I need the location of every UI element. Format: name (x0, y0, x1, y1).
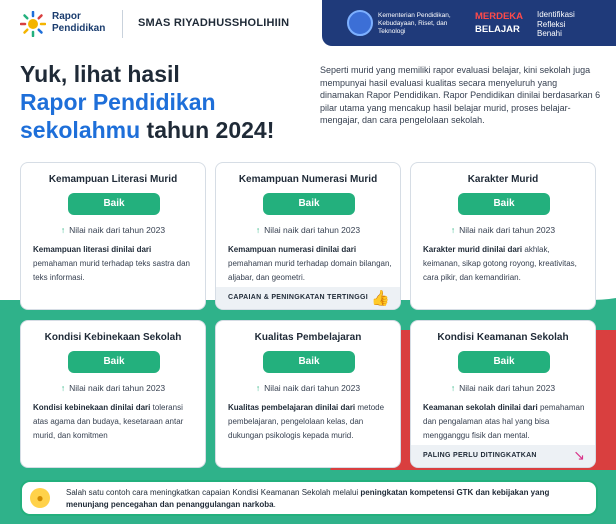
irb-logo (537, 10, 575, 39)
trend-text (21, 383, 205, 393)
logo-line2: Pendidikan (52, 23, 106, 34)
card-karakter[interactable] (410, 162, 596, 310)
arrow-up-icon: ↑ (60, 225, 66, 235)
page-headline (20, 60, 310, 144)
kemendikbud-text: Kementerian Pendidikan, Kebudayaan, Riset, dan Teknologi (378, 12, 451, 35)
card-description (228, 243, 392, 285)
trend-label: Nilai naik dari tahun 2023 (264, 383, 361, 393)
logo-line1: Rapor (52, 11, 81, 22)
card-title: Kualitas Pembelajaran (254, 332, 362, 343)
trend-label: Nilai naik dari tahun 2023 (69, 225, 166, 235)
kemendikbud-logo-icon (347, 10, 373, 36)
trend-text (216, 225, 400, 235)
status-badge: Baik (68, 351, 160, 373)
trend-label: Nilai naik dari tahun 2023 (69, 383, 166, 393)
merdeka-belajar-logo (475, 10, 523, 36)
irb-line3: Benahi (537, 29, 562, 38)
card-title: Kondisi Keamanan Sekolah (437, 332, 569, 343)
trend-text (216, 383, 400, 393)
status-badge: Baik (458, 193, 550, 215)
rapor-pendidikan-logo[interactable] (20, 8, 130, 40)
headline-year: tahun 2024! (146, 117, 275, 143)
card-kebinekaan[interactable] (20, 320, 206, 468)
headline-highlight: sekolahmu (20, 117, 141, 143)
card-description (423, 243, 587, 285)
status-badge: Baik (263, 351, 355, 373)
card-title: Karakter Murid (467, 174, 539, 185)
desc-rest: pemahaman murid terhadap teks sastra dan teks informasi. (33, 259, 190, 282)
trend-text (411, 225, 595, 235)
card-description (33, 401, 197, 443)
sun-logo-icon (20, 11, 46, 37)
card-description (423, 401, 587, 443)
arrow-up-icon: ↑ (255, 225, 261, 235)
arrow-up-icon: ↑ (60, 383, 66, 393)
trend-text (411, 383, 595, 393)
arrow-up-icon: ↑ (450, 383, 456, 393)
card-description (33, 243, 197, 285)
highlight-tag: CAPAIAN & PENINGKATAN TERTINGGI (216, 287, 400, 309)
trend-text (21, 225, 205, 235)
card-title: Kemampuan Literasi Murid (48, 174, 178, 185)
desc-rest: pemahaman murid terhadap domain bilangan, aljabar, dan geometri. (228, 259, 392, 282)
tip-text (66, 487, 586, 511)
lightbulb-icon: ● (30, 488, 50, 508)
trend-label: Nilai naik dari tahun 2023 (459, 225, 556, 235)
headline-line1: Yuk, lihat hasil (20, 61, 180, 87)
desc-rest: toleransi atas agama dan budaya, kesetaraan antar murid, dan komitmen (33, 403, 184, 440)
tip-bold: peningkatan kompetensi GTK dan kebijakan yang menunjang pencegahan dan penanggulangan narkoba (66, 488, 550, 509)
card-pembelajaran[interactable] (215, 320, 401, 468)
intro-paragraph: Seperti murid yang memiliki rapor evaluasi belajar, kini sekolah juga mempunyai hasil evaluasi kualitas secara menyeluruh yang dinamakan Rapor Pendidikan. Rapor Pendidikan dinilai berdasarkan 6 pilar utama yang mencakup hasil belajar murid, proses belajar-mengajar, dan cara pengelolaan sekolah. (320, 65, 601, 125)
trend-label: Nilai naik dari tahun 2023 (459, 383, 556, 393)
tip-banner (20, 480, 598, 516)
card-description (228, 401, 392, 443)
status-badge: Baik (263, 193, 355, 215)
card-numerasi[interactable] (215, 162, 401, 310)
status-badge: Baik (68, 193, 160, 215)
tip-normal: Salah satu contoh cara meningkatkan capaian Kondisi Keamanan Sekolah melalui (66, 488, 359, 497)
status-badge: Baik (458, 351, 550, 373)
merdeka-line2: BELAJAR (475, 24, 520, 35)
card-title: Kemampuan Numerasi Murid (238, 174, 378, 185)
irb-line1: Identifikasi (537, 10, 575, 19)
headline-line3 (20, 116, 310, 144)
irb-line2: Refleksi (537, 19, 566, 29)
trend-label: Nilai naik dari tahun 2023 (264, 225, 361, 235)
header-divider (122, 10, 123, 38)
desc-rest: akhlak, keimanan, sikap gotong royong, kreativitas, cara pikir, dan kemandirian. (423, 245, 577, 282)
thumbs-up-icon: 👍 (371, 290, 390, 307)
desc-bold: Kondisi kebinekaan dinilai dari (33, 403, 151, 412)
school-name: SMAS RIYADHUSSHOLIHIIN (138, 17, 290, 29)
logo-text (52, 11, 105, 35)
tip-end: . (273, 500, 276, 509)
desc-bold: Karakter murid dinilai dari (423, 245, 523, 254)
card-keamanan[interactable] (410, 320, 596, 468)
desc-bold: Keamanan sekolah dinilai dari (423, 403, 538, 412)
card-title: Kondisi Kebinekaan Sekolah (44, 332, 182, 343)
desc-bold: Kemampuan literasi dinilai dari (33, 245, 152, 254)
desc-rest: metode pembelajaran, pengelolaan kelas, dan dukungan psikologis kepada murid. (228, 403, 385, 440)
arrow-up-icon: ↑ (255, 383, 261, 393)
card-literasi[interactable] (20, 162, 206, 310)
trend-down-icon: ↘ (573, 447, 585, 463)
desc-rest: pemahaman dan pengalaman atas hal yang bisa mengganggu fisik dan mental. (423, 403, 585, 440)
desc-bold: Kualitas pembelajaran dinilai dari (228, 403, 356, 412)
desc-bold: Kemampuan numerasi dinilai dari (228, 245, 357, 254)
highlight-tag: PALING PERLU DITINGKATKAN (411, 445, 595, 467)
headline-line2: Rapor Pendidikan (20, 89, 216, 115)
arrow-up-icon: ↑ (450, 225, 456, 235)
merdeka-line1: MERDEKA (475, 11, 524, 22)
